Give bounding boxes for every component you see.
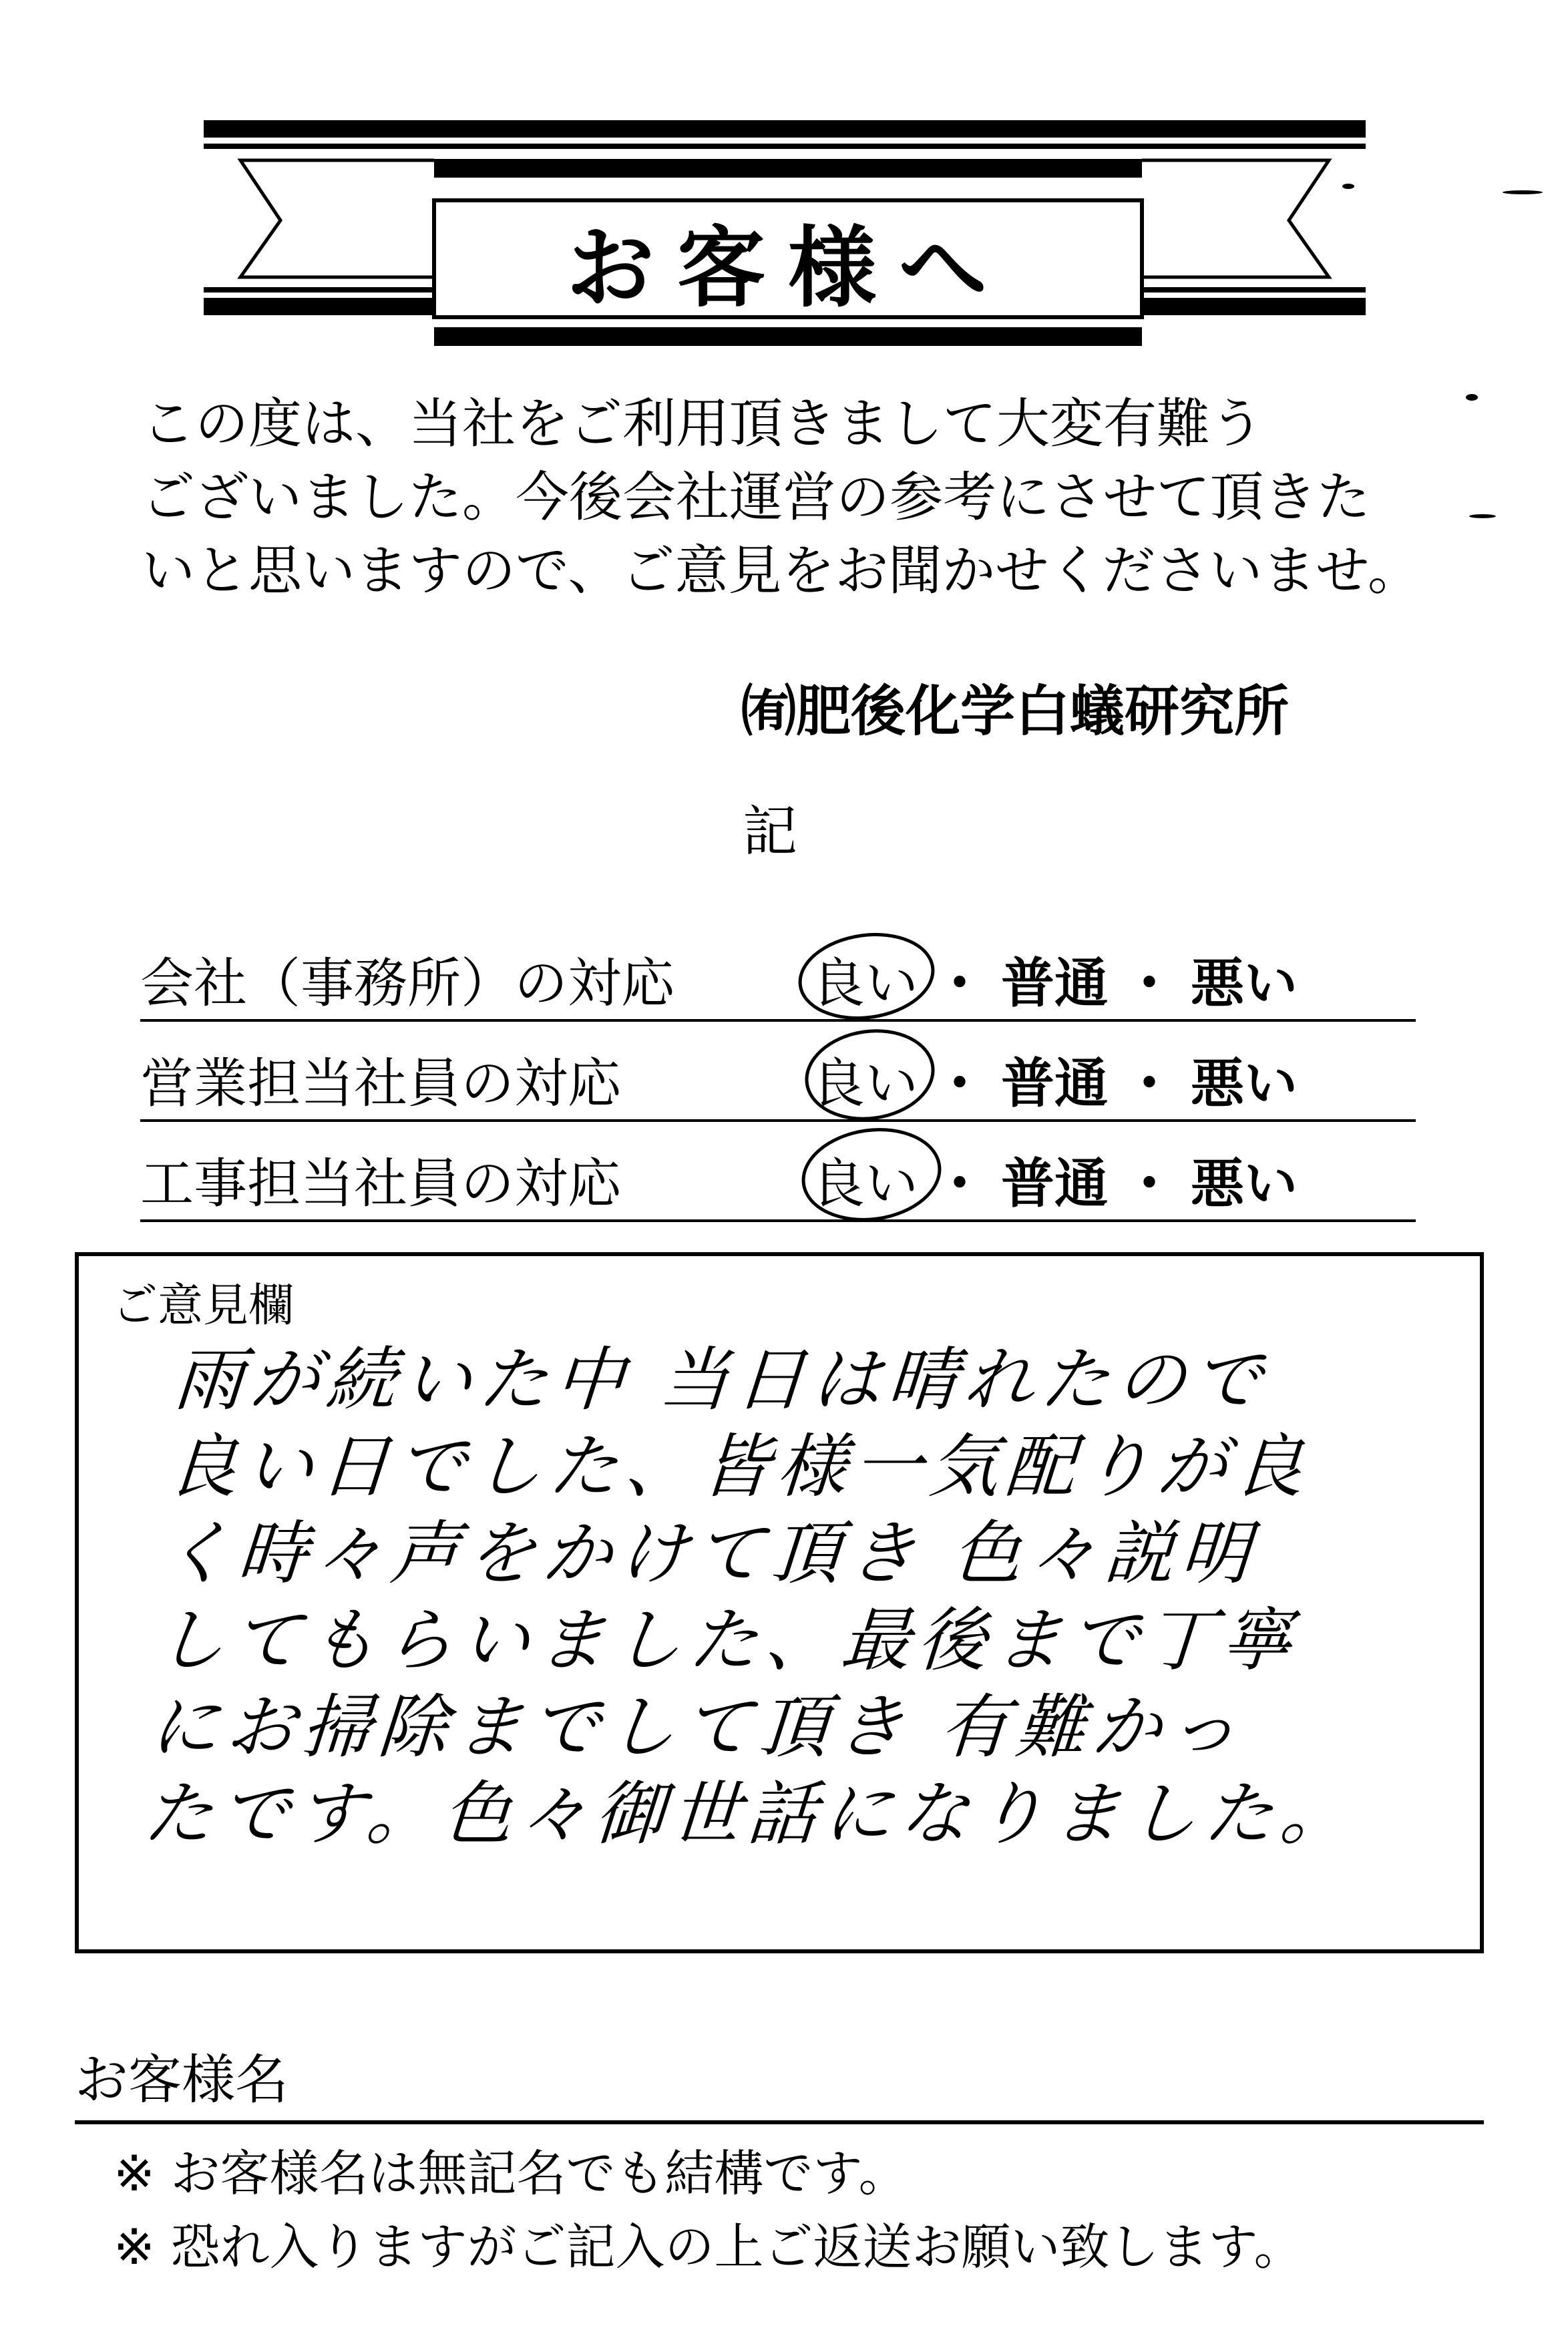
banner-title: お客様へ — [566, 216, 1010, 320]
customer-name-label: お客様名 — [75, 2049, 288, 2111]
option-bad[interactable]: 悪い — [1191, 952, 1298, 1014]
note-line: ※ お客様名は無記名でも結構です。 — [114, 2145, 908, 2202]
intro-line: いと思いますので、ご意見をお聞かせくださいませ。 — [142, 540, 1421, 602]
option-bad[interactable]: 悪い — [1191, 1052, 1298, 1115]
opinion-box[interactable] — [75, 1252, 1484, 1953]
option-bad[interactable]: 悪い — [1191, 1152, 1298, 1215]
scan-speck — [1469, 514, 1496, 518]
option-separator: ・ — [1123, 1153, 1176, 1215]
ki-heading: 記 — [743, 800, 798, 863]
question-label: 工事担当社員の対応 — [140, 1153, 621, 1215]
option-good[interactable]: 良い — [811, 1052, 918, 1115]
question-label: 会社（事務所）の対応 — [140, 952, 674, 1014]
intro-paragraph — [142, 387, 1450, 608]
handwritten-line: たです。色々御世話になりました。 — [141, 1773, 1360, 1855]
handwritten-line: にお掃除までして頂き 有難かっ — [147, 1686, 1247, 1768]
option-good[interactable]: 良い — [811, 952, 918, 1014]
notes — [114, 2137, 1304, 2284]
row-divider — [140, 1219, 1416, 1222]
intro-line: この度は、当社をご利用頂きまして大変有難う — [142, 393, 1263, 455]
option-separator: ・ — [933, 1153, 986, 1215]
customer-name-line[interactable] — [75, 2120, 1484, 2124]
intro-line: ございました。今後会社運営の参考にさせて頂きた — [142, 466, 1370, 528]
option-normal[interactable]: 普通 — [1001, 1152, 1108, 1215]
handwritten-line: 雨が続いた中 当日は晴れたので — [171, 1339, 1272, 1420]
option-separator: ・ — [933, 1052, 986, 1115]
scan-speck — [1342, 184, 1354, 189]
handwritten-line: く時々声をかけて頂き 色々説明 — [159, 1513, 1259, 1594]
handwritten-line: してもらいました、最後まで丁寧 — [153, 1599, 1301, 1681]
opinion-label: ご意見欄 — [112, 1280, 295, 1332]
evaluation-row-office — [140, 922, 1416, 1022]
option-separator: ・ — [1123, 952, 1176, 1014]
evaluation-row-sales — [140, 1022, 1416, 1122]
option-normal[interactable]: 普通 — [1001, 1052, 1108, 1115]
option-separator: ・ — [933, 952, 986, 1014]
company-name: ㈲肥後化学白蟻研究所 — [741, 680, 1290, 743]
option-good[interactable]: 良い — [811, 1153, 918, 1215]
scan-speck — [1466, 394, 1478, 401]
handwritten-line: 良い日でした、皆様一気配りが良 — [165, 1426, 1313, 1507]
handwritten-comment — [141, 1336, 1487, 1857]
evaluation-row-construction — [140, 1122, 1416, 1222]
option-separator: ・ — [1123, 1052, 1176, 1115]
option-normal[interactable]: 普通 — [1001, 952, 1108, 1014]
note-line: ※ 恐れ入りますがご記入の上ご返送お願い致します。 — [114, 2218, 1304, 2276]
question-label: 営業担当社員の対応 — [140, 1052, 621, 1115]
scan-speck — [1503, 190, 1543, 194]
